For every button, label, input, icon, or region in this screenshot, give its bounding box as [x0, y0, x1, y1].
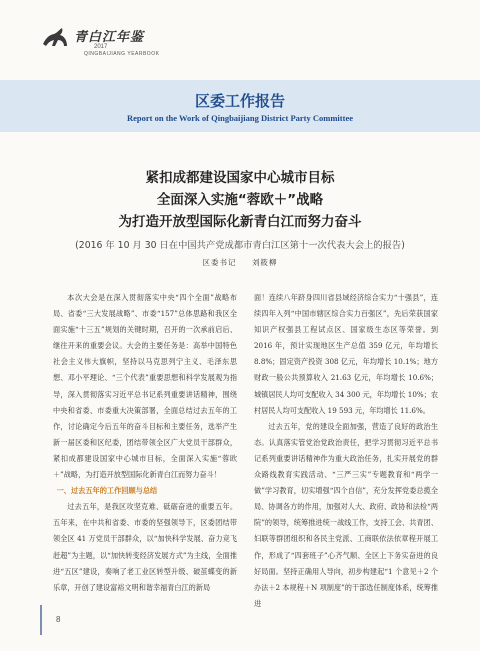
brand-year: 2017 — [94, 44, 108, 50]
body-column-left — [53, 290, 237, 596]
byline-name: 刘筱柳 — [251, 258, 278, 267]
article-title-line-1: 紧扣成都建设国家中心城市目标 — [145, 170, 335, 186]
brand-yearbook: QINGBAIJIANG YEARBOOK — [84, 51, 160, 57]
section-subtitle: Report on the Work of Qingbaijiang District Party Committee — [126, 113, 353, 123]
byline — [0, 257, 480, 268]
article-occasion: (2016 年 10 月 30 日在中国共产党成都市青白江区第十一次代表大会上的报告) — [75, 240, 405, 251]
horse-logo-icon — [40, 24, 70, 50]
article-title-line-2: 全面深入实施“蓉欧＋”战略 — [156, 192, 324, 208]
byline-role: 区委书记 — [202, 258, 237, 267]
yearbook-header — [40, 22, 200, 60]
article-title-line-3: 为打造开放型国际化新青白江而努力奋斗 — [118, 214, 362, 230]
body-column-right — [254, 290, 438, 612]
body-paragraph: 面！连续八年跻身四川省县域经济综合实力“十强县”，连续四年入列“中国市辖区综合实力百强区”，先后荣获国家知识产权强县工程试点区、国家级生态区等荣誉。到 2016 年，预计实现地区生产总值 359 亿元，年均增长 8.8%；固定资产投资 308 亿元，年均增长 10.1%；地方财政一般公共预算收入 21.63 亿元，年均增长 10.6%；城镇居民人均可支配收入 34 300 元，年均增长 10%；农村居民人均可支配收入 19 593 元，年均增长 11.6%。 — [254, 293, 438, 415]
page-marker-rule — [40, 605, 42, 635]
brand-title: 青白江年鉴 — [74, 30, 145, 45]
section-heading: 一、过去五年的工作回顾与总结 — [56, 486, 158, 496]
body-paragraph: 本次大会是在深入贯彻落实中央“四个全面”战略布局、省委“三大发展战略”、市委“157”总体思路和我区全面实施“十三五”规划的关键时期，召开的一次承前启后、继往开来的重要会议。大会的主要任务是：高举中国特色社会主义伟大旗帜，坚持以马克思列宁主义、毛泽东思想、邓小平理论、“三个代表”重要思想和科学发展观为指导，深入贯彻落实习近平总书记系列重要讲话精神，围绕中央和省委、市委重大决策部署，全面总结过去五年的工作，讨论确定今后五年的奋斗目标和主要任务，选举产生新一届区委和区纪委，团结带领全区广大党员干部群众，紧扣成都建设国家中心城市目标，全面深入实施“蓉欧＋”战略，为打造开放型国际化新青白江而努力奋斗！ — [53, 293, 237, 480]
section-title: 区委工作报告 — [194, 92, 285, 110]
page-number: 8 — [56, 615, 61, 624]
body-paragraph: 过去五年，党的建设全面加强，营造了良好的政治生态。认真落实管党治党政治责任，把学习贯彻习近平总书记系列重要讲话精神作为重大政治任务，扎实开展党的群众路线教育实践活动、“三严三实”专题教育和“两学一做”学习教育，切实增强“四个自信”，充分发挥党委总揽全局、协调各方的作用，加强对人大、政府、政协和法检“两院”的领导，统筹推进统一战线工作，支持工会、共青团、妇联等群团组织和各民主党派、工商联依法依章程开展工作，形成了“四套班子”心齐气顺、全区上下务实奋进的良好局面。坚持正确用人导向，初步构建起“1 个意见＋2 个办法＋2 本规程＋N 项制度”的干部选任制度体系，统筹推进 — [254, 421, 438, 608]
body-paragraph: 过去五年，是我区攻坚克难、砥砺奋进的重要五年。五年来，在中共和省委、市委的坚强领导下，区委团结带领全区 41 万党员干部群众，以“加快科学发展、奋力竞飞赶超”为主题，以“加快转变经济发展方式”为主线，全面推进“五区”建设，奏响了老工业区转型升级、破茧蝶变的新乐章，开创了建设富裕文明和谐幸福青白江的新局 — [53, 502, 237, 592]
